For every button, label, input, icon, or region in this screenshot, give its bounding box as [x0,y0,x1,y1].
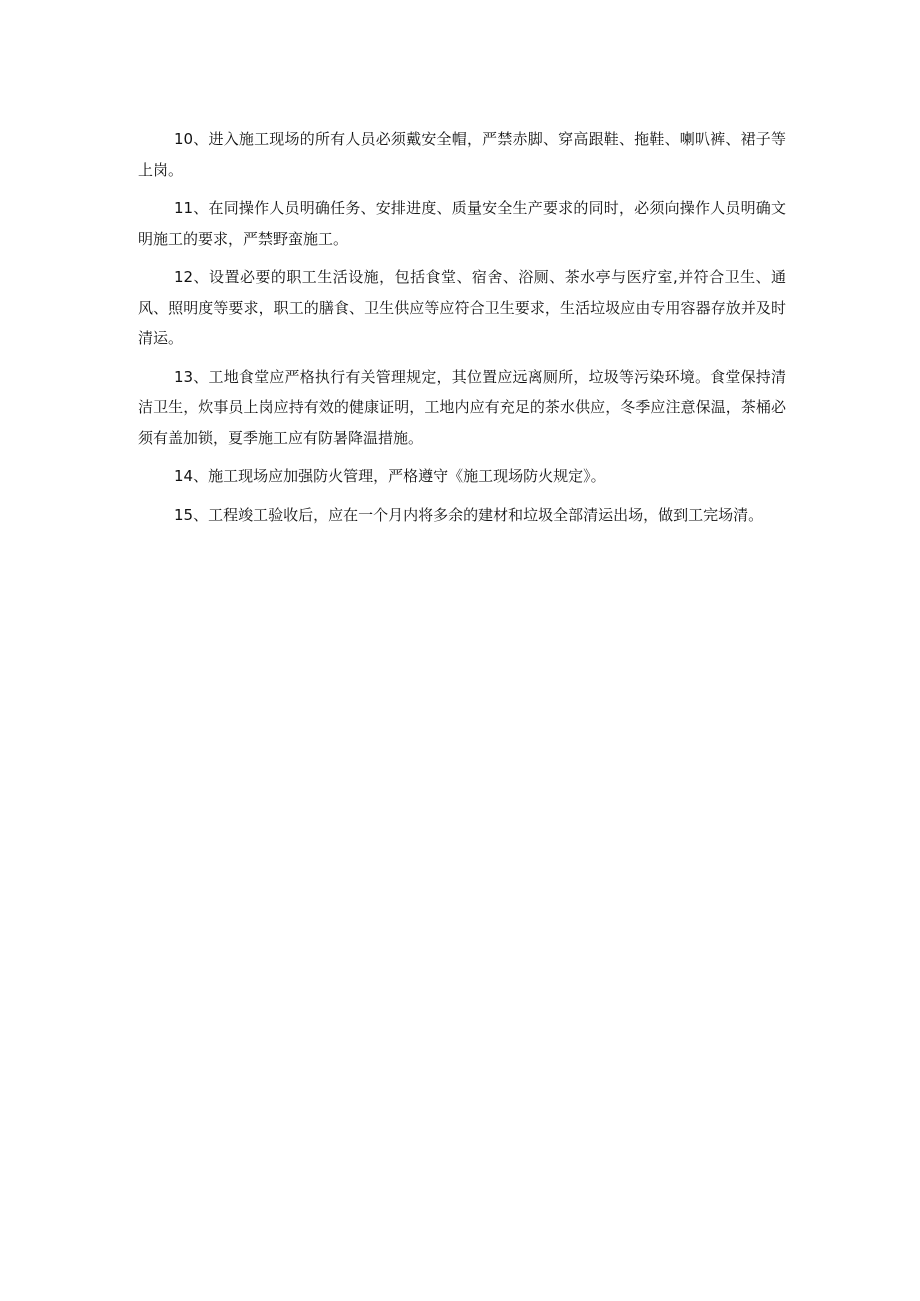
paragraph-item-14: 14、施工现场应加强防火管理，严格遵守《施工现场防火规定》。 [174,467,606,485]
paragraph-item-11: 11、在同操作人员明确任务、安排进度、质量安全生产要求的同时，必须向操作人员明确文明施工的要求，严禁野蛮施工。 [138,199,786,248]
paragraph-item-12: 12、设置必要的职工生活设施，包括食堂、宿舍、浴厕、茶水亭与医疗室,并符合卫生、通风、照明度等要求，职工的膳食、卫生供应等应符合卫生要求，生活垃圾应由专用容器存放并及时清运。 [138,268,786,347]
paragraph-item-10: 10、进入施工现场的所有人员必须戴安全帽，严禁赤脚、穿高跟鞋、拖鞋、喇叭裤、裙子等上岗。 [138,130,786,179]
paragraph-item-13: 13、工地食堂应严格执行有关管理规定，其位置应远离厕所，垃圾等污染环境。食堂保持清洁卫生，炊事员上岗应持有效的健康证明，工地内应有充足的茶水供应，冬季应注意保温，茶桶必须有盖加锁，夏季施工应有防暑降温措施。 [138,367,786,447]
document-body [138,124,786,538]
paragraph-item-15: 15、工程竣工验收后，应在一个月内将多余的建材和垃圾全部清运出场，做到工完场清。 [174,505,764,524]
